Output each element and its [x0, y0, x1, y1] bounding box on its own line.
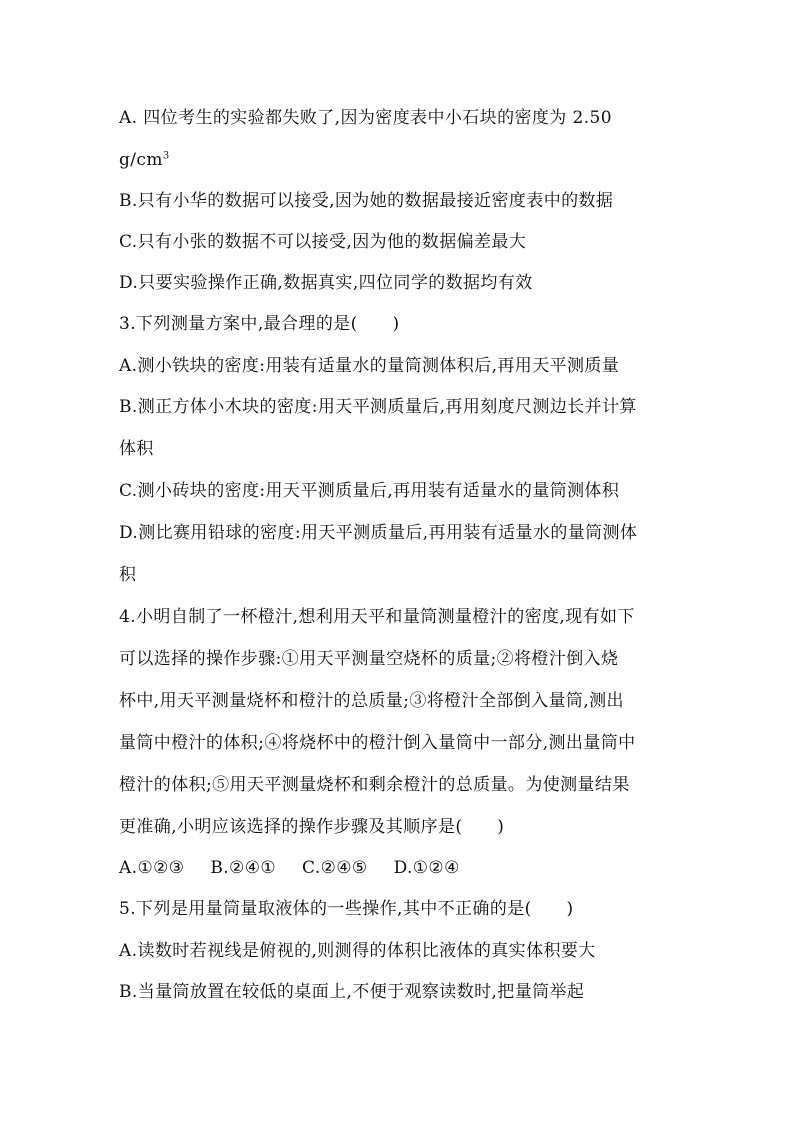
- q4-stem-line5: 橙汁的体积;⑤用天平测量烧杯和剩余橙汁的总质量。为使测量结果: [119, 775, 630, 795]
- q3-option-c: C.测小砖块的密度:用天平测质量后,再用装有适量水的量筒测体积: [119, 481, 620, 501]
- q4-stem-line6: 更准确,小明应该选择的操作步骤及其顺序是( ): [119, 817, 505, 837]
- q3-option-a: A.测小铁块的密度:用装有适量水的量筒测体积后,再用天平测质量: [119, 356, 620, 376]
- q4-option-d: D.①②④: [393, 858, 460, 878]
- q2-option-d: D.只要实验操作正确,数据真实,四位同学的数据均有效: [119, 273, 533, 293]
- q4-option-c: C.②④⑤: [302, 858, 368, 878]
- q2-option-a-line1: A. 四位考生的实验都失败了,因为密度表中小石块的密度为 2.50: [119, 108, 612, 128]
- q2-option-b: B.只有小华的数据可以接受,因为她的数据最接近密度表中的数据: [119, 191, 614, 211]
- q3-option-d-line2: 积: [119, 565, 137, 585]
- q5-option-b: B.当量筒放置在较低的桌面上,不便于观察读数时,把量筒举起: [119, 982, 585, 1002]
- q3-option-b-line2: 体积: [119, 439, 154, 459]
- q4-option-a: A.①②③: [119, 858, 185, 878]
- q4-stem-line1: 4.小明自制了一杯橙汁,想利用天平和量筒测量橙汁的密度,现有如下: [119, 607, 635, 627]
- q4-options: [119, 856, 679, 880]
- unit-text: g/cm: [119, 150, 163, 170]
- q5-option-a: A.读数时若视线是俯视的,则测得的体积比液体的真实体积要大: [119, 941, 596, 961]
- q3-stem: 3.下列测量方案中,最合理的是( ): [119, 314, 400, 334]
- q3-option-b-line1: B.测正方体小木块的密度:用天平测质量后,再用刻度尺测边长并计算: [119, 397, 637, 417]
- q4-stem-line4: 量筒中橙汁的体积;④将烧杯中的橙汁倒入量筒中一部分,测出量筒中: [119, 733, 636, 753]
- q4-stem-line3: 杯中,用天平测量烧杯和橙汁的总质量;③将橙汁全部倒入量筒,测出: [119, 691, 624, 711]
- q2-option-c: C.只有小张的数据不可以接受,因为他的数据偏差最大: [119, 232, 527, 252]
- q4-option-b: B.②④①: [210, 858, 277, 878]
- unit-superscript: 3: [162, 150, 170, 162]
- q5-stem: 5.下列是用量筒量取液体的一些操作,其中不正确的是( ): [119, 899, 574, 919]
- q3-option-d-line1: D.测比赛用铅球的密度:用天平测质量后,再用装有适量水的量筒测体: [119, 523, 638, 543]
- q4-stem-line2: 可以选择的操作步骤:①用天平测量空烧杯的质量;②将橙汁倒入烧: [119, 649, 619, 669]
- q2-option-a-line2: [119, 148, 679, 172]
